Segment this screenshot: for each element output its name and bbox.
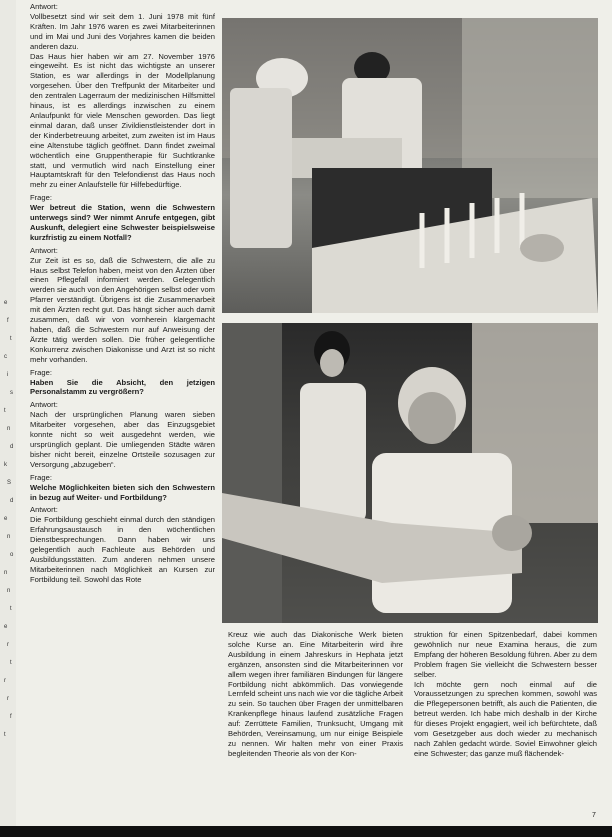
paragraph: Ich möchte gern noch einmal auf die Voraussetzungen zu sprechen kommen, sowohl was die Pflegepersonen betrifft, als auch die Patienten, die betreut werden. Ich habe mich deshalb in der Kirche für dieses Projekt engagiert, weil ich befürchtete, daß vom Gesetzgeber aus doch wieder zu mechanisch nach Zahlen gedacht würde. Soviel Einwohner gleich eine Schwester; das ganze muß flächendek- [414, 679, 597, 758]
paragraph: Nach der ursprünglichen Planung waren sieben Mitarbeiter vorgesehen, aber das Einzugsgebiet konnte nicht so weit ausgedehnt werden, wie ursprünglich geplant. Die umliegenden Städte wären bisher nicht bereit, einzelne Ortsteile sozusagen zur Versorgung „abzugeben“. [30, 410, 215, 469]
gutter-letter: r [7, 642, 9, 648]
gutter-letter: e [4, 516, 8, 522]
gutter-letter: i [7, 372, 9, 378]
question-label: Frage: [30, 472, 52, 482]
page-number: 7 [592, 812, 596, 819]
photo-nurse-with-child [222, 323, 598, 623]
gutter-letter: k [4, 462, 7, 468]
gutter-letter: o [10, 552, 14, 558]
photo-nurses-at-cot [222, 18, 598, 313]
gutter-letter: f [7, 318, 9, 324]
photo-nurse-with-child-illustration [222, 323, 598, 623]
question-label: Frage: [30, 367, 52, 377]
scan-edge [0, 826, 612, 837]
gutter-letter: t [10, 336, 12, 342]
gutter-letter: t [10, 660, 12, 666]
paragraph: Zur Zeit ist es so, daß die Schwestern, die alle zu Haus selbst Telefon haben, meist von den Ärzten über einen Pflegefall informiert werden. Gelegentlich werden sie auch von den Angehörigen selbst oder vom Pfarrer verständigt. Übrigens ist die Zusammenarbeit mit den Ärzten recht gut. Das hängt sicher auch damit zusammen, daß wir von vornherein klargemacht haben, daß die Schwestern nur auf Anweisung der Ärzte tätig werden sollen. Die früher gelegentliche Konkurrenz zwischen Diakonisse und Arzt ist so nicht mehr vorhanden. [30, 255, 215, 364]
paragraph: Das Haus hier haben wir am 27. November 1976 eingeweiht. Es ist nicht das wichtigste an unserer Station, es war allerdings in der Modellplanung vorgesehen. Über den Treffpunkt der Mitarbeiter und den zentralen Lagerraum der medizinischen Hilfsmittel hinaus, ist es allerdings inzwischen zu einem Anlaufpunkt für viele Menschen geworden. Das liegt einmal daran, daß unser Zivildienstleistender dort in der Kinderbetreuung arbeitet, zum zweiten ist im Haus eine Altenstube täglich geöffnet. Dann findet zweimal wöchentlich eine Gruppentherapie für Suchtkranke statt, und vermutlich wird nach Einstellung einer Hauptamtskraft für den Telefondienst das Haus noch mehr zu einer Anlaufstelle für Hilfebedürftige. [30, 51, 215, 190]
gutter-letter: t [4, 732, 6, 738]
gutter-letter: f [10, 714, 12, 720]
gutter-letter: S [7, 480, 12, 486]
gutter-letter: n [7, 588, 11, 594]
gutter-letter: n [4, 570, 8, 576]
paragraph: Kreuz wie auch das Diakonische Werk bieten solche Kurse an. Eine Mitarbeiterin wird ihre Ausbildung in einem Jahreskurs in Hephata jetzt ergänzen, ansonsten sind die Mitarbeiterinnen vor allem wegen ihrer familiären Bindungen für längere Fortbildung nicht abkömmlich. Das vorwiegende Lernfeld scheint uns nach wie vor die tägliche Arbeit zu sein. So tauchen über Fragen der unmittelbaren Krankenpflege hinaus laufend zusätzliche Fragen auf: Zerrüttete Familien, Trunksucht, Umgang mit Behörden, Vereinsamung, um nur einige Beispiele zu nennen. Wir halten mehr von einer Praxis begleitenden Theorie als von der Kon- [228, 630, 403, 758]
gutter-letter: n [7, 426, 11, 432]
gutter-letter: s [10, 390, 13, 396]
paragraph: Vollbesetzt sind wir seit dem 1. Juni 1978 mit fünf Kräften. Im Jahr 1976 waren es zwei Mitarbeiterinnen und im Mai und Juni des Vorjahres kamen die beiden anderen dazu. [30, 11, 215, 51]
question-text: Welche Möglichkeiten bieten sich den Schwestern in bezug auf Weiter- und Fortbildung? [30, 482, 215, 502]
gutter-letter: n [7, 534, 11, 540]
paragraph: struktion für einen Spitzenbedarf, dabei kommen gewöhnlich nur neue Examina heraus, die zum Empfang der höheren Besoldung führen. Aber zu dem Problem fragen Sie vielleicht die Schwestern besser selber. [414, 630, 597, 679]
gutter-letter: r [4, 678, 6, 684]
photo-nurses-at-cot-illustration [222, 18, 598, 313]
left-gutter-cut-text [0, 0, 16, 837]
answer-label: Antwort: [30, 505, 58, 515]
answer-label: Antwort: [30, 2, 58, 11]
gutter-letter: r [7, 696, 9, 702]
text-column-right [414, 630, 597, 759]
gutter-letter: c [4, 354, 7, 360]
answer-label: Antwort: [30, 400, 58, 410]
question-label: Frage: [30, 193, 52, 203]
answer-label: Antwort: [30, 245, 58, 255]
question-text: Haben Sie die Absicht, den jetzigen Personalstamm zu vergrößern? [30, 377, 215, 397]
text-column-left [30, 2, 215, 585]
gutter-letter: t [10, 606, 12, 612]
gutter-letter: t [4, 408, 6, 414]
question-text: Wer betreut die Station, wenn die Schwestern unterwegs sind? Wer nimmt Anrufe entgegen, gibt Auskunft, delegiert eine Schwester beispielsweise kurzfristig zu einem Notfall? [30, 203, 215, 242]
text-column-middle [228, 630, 403, 759]
gutter-letter: d [10, 498, 14, 504]
paragraph: Die Fortbildung geschieht einmal durch den ständigen Erfahrungsaustausch in den wöchentlichen Dienstbesprechungen. Dann haben wir uns gelegentlich auch Fachleute aus Behörden und Ausbildungsstätten. Zum anderen nehmen unsere Mitarbeiterinnen nach Möglichkeit an Kursen zur Fortbildung teil. Sowohl das Rote [30, 515, 215, 584]
gutter-letter: e [4, 300, 8, 306]
gutter-letter: d [10, 444, 14, 450]
gutter-letter: e [4, 624, 8, 630]
